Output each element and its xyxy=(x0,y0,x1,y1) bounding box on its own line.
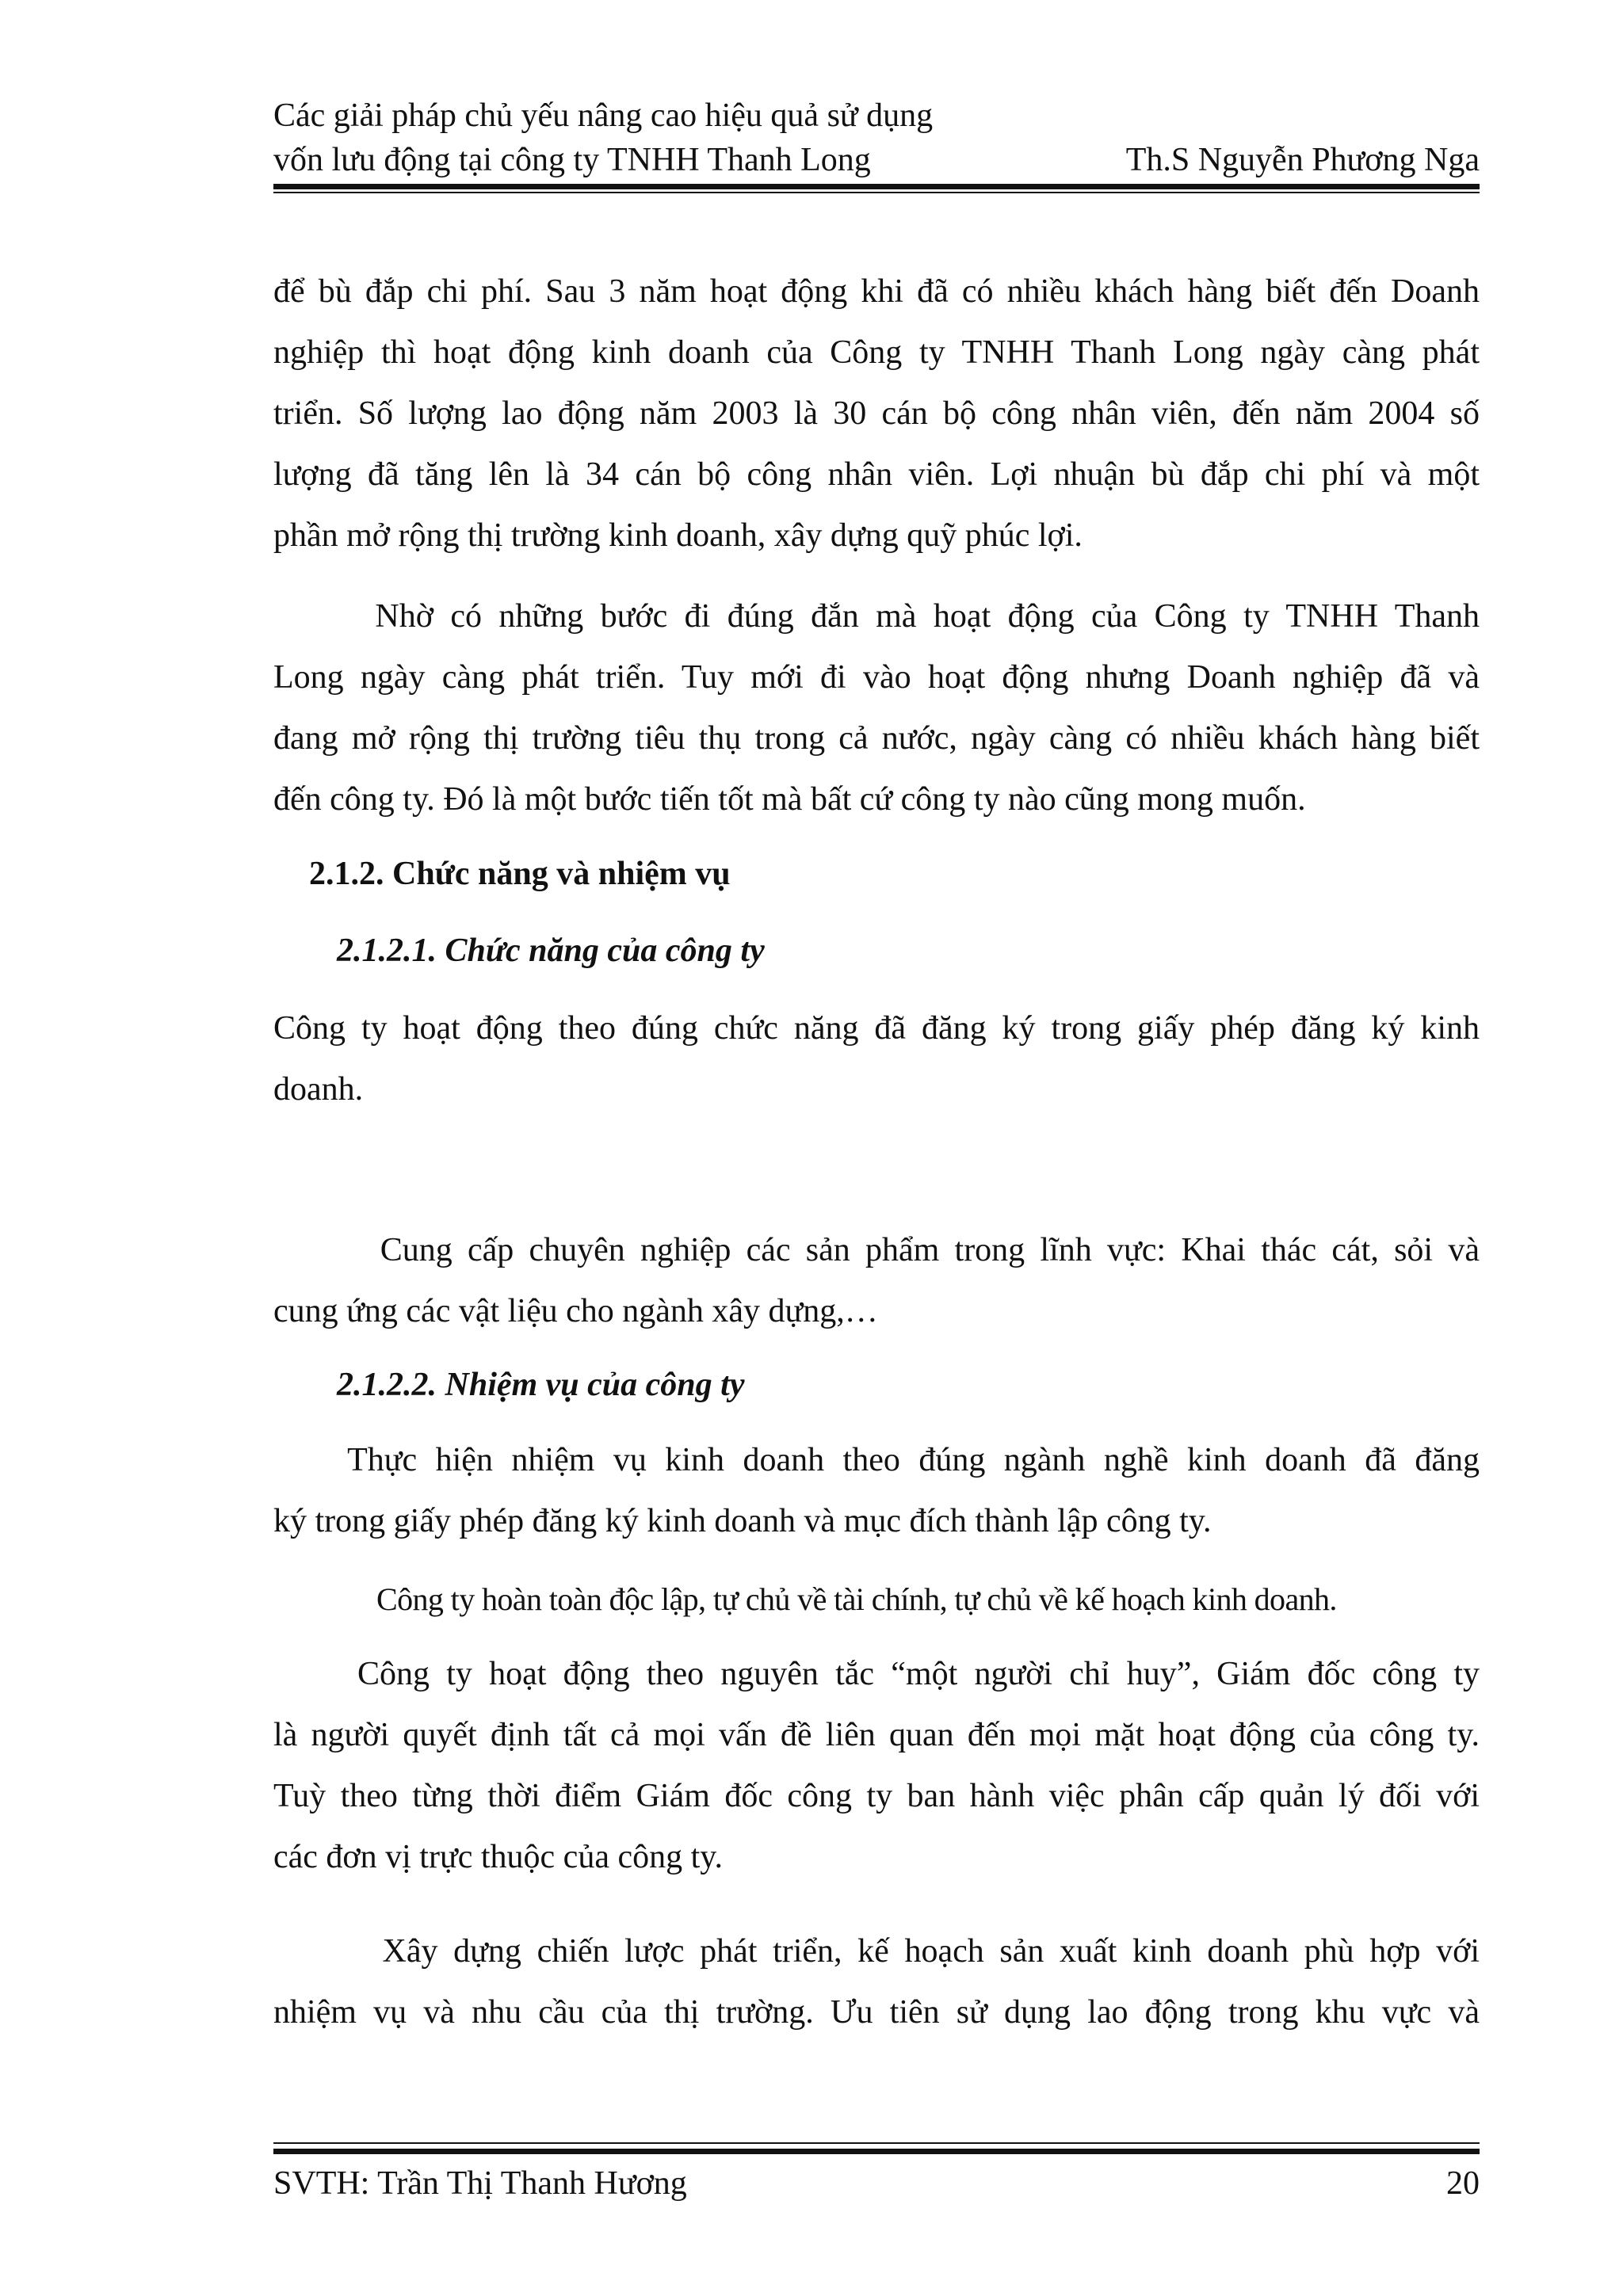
paragraph-line: Xây dựng chiến lược phát triển, kế hoạch sản xuất kinh doanh phù hợp với xyxy=(273,1933,1480,1970)
paragraph-line: triển. Số lượng lao động năm 2003 là 30 cán bộ công nhân viên, đến năm 2004 số xyxy=(273,395,1480,432)
paragraph-line: Nhờ có những bước đi đúng đắn mà hoạt động của Công ty TNHH Thanh xyxy=(273,598,1480,635)
paragraph-line: là người quyết định tất cả mọi vấn đề liên quan đến mọi mặt hoạt động của công ty. xyxy=(273,1717,1480,1753)
footer-rule-thin xyxy=(273,2142,1480,2144)
section-heading-2-1-2: 2.1.2. Chức năng và nhiệm vụ xyxy=(309,856,731,892)
header-rule-thick xyxy=(273,184,1480,189)
paragraph-line: đến công ty. Đó là một bước tiến tốt mà bất cứ công ty nào cũng mong muốn. xyxy=(273,781,1306,818)
header-title xyxy=(273,93,933,182)
paragraph-1 xyxy=(273,261,1480,566)
paragraph-3 xyxy=(273,998,1480,1120)
paragraph-line: Long ngày càng phát triển. Tuy mới đi vào hoạt động nhưng Doanh nghiệp đã và xyxy=(273,659,1480,696)
paragraph-2 xyxy=(273,586,1480,830)
paragraph-6: Công ty hoàn toàn độc lập, tự chủ về tài chính, tự chủ về kế hoạch kinh doanh. xyxy=(376,1581,1337,1617)
header-title-line-2: vốn lưu động tại công ty TNHH Thanh Long xyxy=(273,142,871,178)
paragraph-8 xyxy=(273,1921,1480,2043)
paragraph-line: để bù đắp chi phí. Sau 3 năm hoạt động khi đã có nhiều khách hàng biết đến Doanh xyxy=(273,273,1480,310)
paragraph-line: lượng đã tăng lên là 34 cán bộ công nhân viên. Lợi nhuận bù đắp chi phí và một xyxy=(273,456,1480,493)
header-advisor: Th.S Nguyễn Phương Nga xyxy=(1125,142,1480,178)
paragraph-line: phần mở rộng thị trường kinh doanh, xây dựng quỹ phúc lợi. xyxy=(273,517,1083,554)
paragraph-7 xyxy=(273,1644,1480,1888)
page-number: 20 xyxy=(1446,2165,1480,2202)
paragraph-line: ký trong giấy phép đăng ký kinh doanh và mục đích thành lập công ty. xyxy=(273,1503,1212,1539)
paragraph-line: các đơn vị trực thuộc của công ty. xyxy=(273,1839,724,1875)
paragraph-line: cung ứng các vật liệu cho ngành xây dựng,… xyxy=(273,1293,878,1329)
page-header xyxy=(273,93,1480,189)
paragraph-line: doanh. xyxy=(273,1071,364,1108)
paragraph-line: nhiệm vụ và nhu cầu của thị trường. Ưu tiên sử dụng lao động trong khu vực và xyxy=(273,1994,1480,2031)
paragraph-line: Công ty hoạt động theo nguyên tắc “một người chỉ huy”, Giám đốc công ty xyxy=(273,1656,1480,1692)
paragraph-4 xyxy=(273,1220,1480,1342)
paragraph-line: Thực hiện nhiệm vụ kinh doanh theo đúng ngành nghề kinh doanh đã đăng xyxy=(273,1442,1480,1478)
section-heading-2-1-2-1: 2.1.2.1. Chức năng của công ty xyxy=(337,933,765,969)
paragraph-line: Công ty hoạt động theo đúng chức năng đã đăng ký trong giấy phép đăng ký kinh xyxy=(273,1010,1480,1047)
paragraph-line: đang mở rộng thị trường tiêu thụ trong cả nước, ngày càng có nhiều khách hàng biết xyxy=(273,720,1480,757)
header-title-line-1: Các giải pháp chủ yếu nâng cao hiệu quả sử dụng xyxy=(273,97,934,134)
section-heading-2-1-2-2: 2.1.2.2. Nhiệm vụ của công ty xyxy=(337,1367,745,1403)
paragraph-line: nghiệp thì hoạt động kinh doanh của Công ty TNHH Thanh Long ngày càng phát xyxy=(273,334,1480,371)
paragraph-line: Tuỳ theo từng thời điểm Giám đốc công ty ban hành việc phân cấp quản lý đối với xyxy=(273,1778,1480,1814)
footer-rule-thick xyxy=(273,2149,1480,2154)
paragraph-line: Cung cấp chuyên nghiệp các sản phẩm trong lĩnh vực: Khai thác cát, sỏi và xyxy=(273,1232,1480,1268)
footer-student: SVTH: Trần Thị Thanh Hương xyxy=(273,2165,687,2202)
header-rule-thin xyxy=(273,192,1480,193)
paragraph-5 xyxy=(273,1430,1480,1552)
